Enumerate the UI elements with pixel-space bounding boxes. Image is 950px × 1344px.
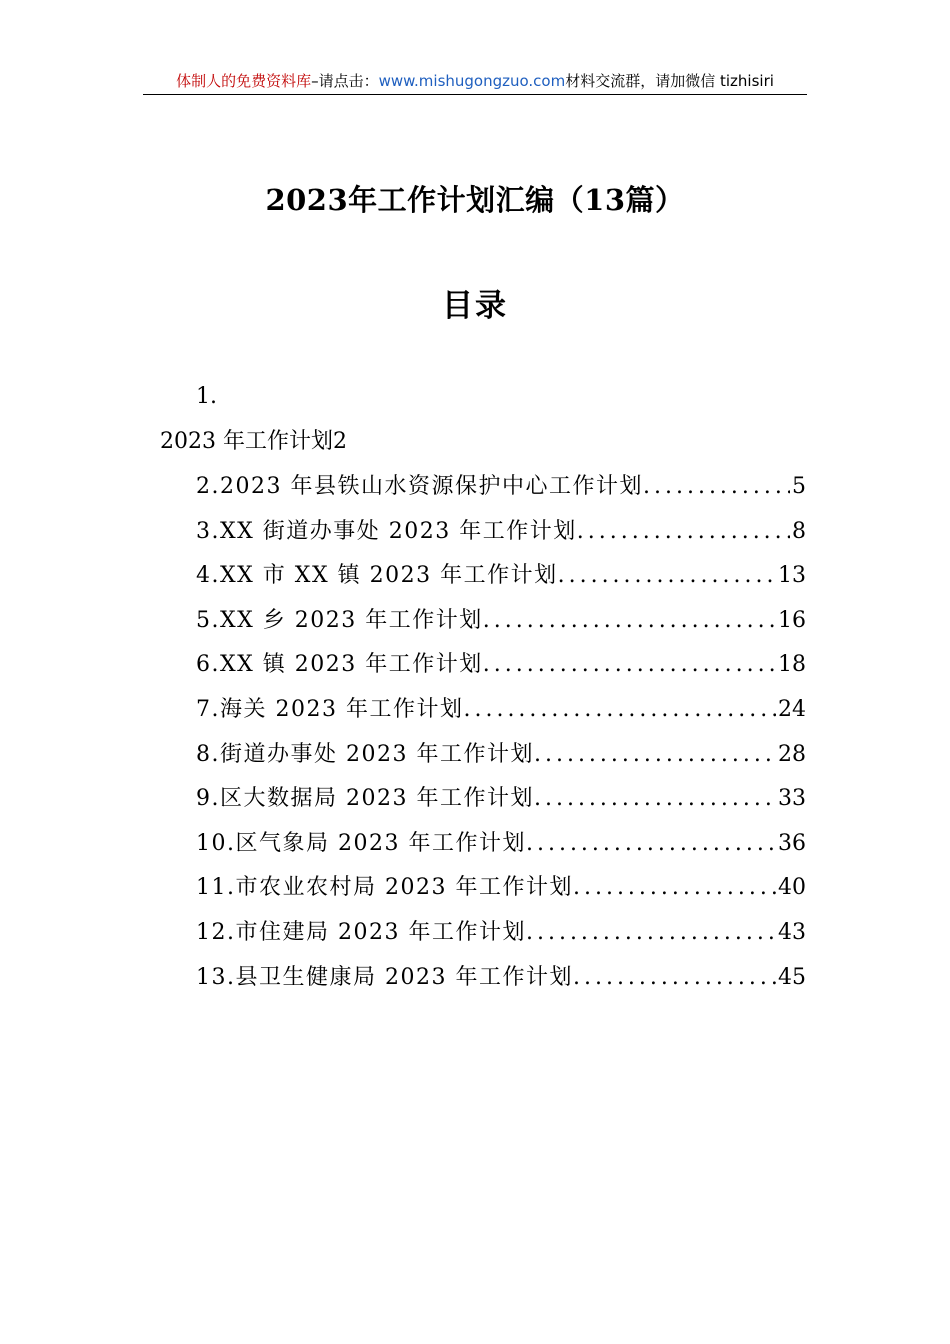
toc-entry-1-number[interactable]: 1. (196, 384, 217, 409)
toc-entry-page: 13 (778, 563, 806, 589)
toc-entry-page: 36 (778, 830, 806, 856)
toc-entry-page: 24 (778, 696, 806, 722)
toc-entry-title: 2.2023 年县铁山水资源保护中心工作计划 (196, 474, 643, 499)
header-tail: 材料交流群，请加微信 tizhisiri (565, 72, 774, 90)
toc-entry-title: 13.县卫生健康局 2023 年工作计划 (196, 964, 573, 990)
toc-entry[interactable] (196, 472, 806, 517)
toc-leader-dots (573, 873, 776, 903)
toc-leader-dots (534, 784, 776, 814)
toc-entry-page: 8 (792, 518, 806, 544)
toc-entry-page: 40 (778, 875, 806, 901)
toc-entry-page: 43 (778, 919, 806, 945)
header-url-link[interactable]: www.mishugongzuo.com (378, 72, 566, 90)
toc-list (196, 472, 806, 1007)
toc-entry[interactable] (196, 784, 806, 829)
toc-entry-title: 7.海关 2023 年工作计划 (196, 696, 464, 722)
toc-entry-title: 8.街道办事处 2023 年工作计划 (196, 741, 534, 767)
toc-entry-1-text[interactable]: 2023 年工作计划2 (160, 429, 347, 454)
toc-entry-title: 9.区大数据局 2023 年工作计划 (196, 786, 534, 812)
toc-leader-dots (483, 650, 776, 680)
toc-entry-title: 6.XX 镇 2023 年工作计划 (196, 652, 483, 678)
toc-entry[interactable] (196, 517, 806, 562)
toc-entry-title: 5.XX 乡 2023 年工作计划 (196, 607, 483, 633)
toc-entry[interactable] (196, 561, 806, 606)
toc-entry-page: 33 (778, 786, 806, 812)
toc-leader-dots (526, 829, 776, 859)
toc-entry-title: 10.区气象局 2023 年工作计划 (196, 830, 526, 856)
toc-entry[interactable] (196, 606, 806, 651)
toc-leader-dots (534, 740, 776, 770)
toc-leader-dots (526, 918, 776, 948)
toc-leader-dots (573, 963, 776, 993)
header-brand: 体制人的免费资料库 (176, 72, 312, 90)
toc-entry[interactable] (196, 963, 806, 1008)
page-header (143, 70, 807, 95)
header-prompt: –请点击： (311, 72, 379, 90)
toc-leader-dots (463, 695, 776, 725)
toc-leader-dots (643, 472, 790, 502)
toc-entry-title: 11.市农业农村局 2023 年工作计划 (196, 875, 573, 901)
toc-entry-page: 28 (778, 741, 806, 767)
toc-entry[interactable] (196, 918, 806, 963)
toc-entry-page: 45 (778, 964, 806, 990)
toc-entry[interactable] (196, 829, 806, 874)
toc-entry-title: 12.市住建局 2023 年工作计划 (196, 919, 526, 945)
toc-entry-page: 18 (778, 652, 806, 678)
toc-entry-page: 16 (778, 607, 806, 633)
document-title: 2023年工作计划汇编（13篇） (265, 183, 685, 217)
toc-entry-page: 5 (792, 474, 806, 499)
toc-leader-dots (483, 606, 776, 636)
toc-leader-dots (577, 517, 790, 547)
toc-entry-title: 3.XX 街道办事处 2023 年工作计划 (196, 518, 577, 544)
toc-entry-title: 4.XX 市 XX 镇 2023 年工作计划 (196, 563, 558, 589)
toc-heading: 目录 (442, 288, 508, 324)
toc-leader-dots (558, 561, 776, 591)
toc-entry[interactable] (196, 873, 806, 918)
toc-entry[interactable] (196, 650, 806, 695)
toc-entry[interactable] (196, 740, 806, 785)
toc-entry[interactable] (196, 695, 806, 740)
